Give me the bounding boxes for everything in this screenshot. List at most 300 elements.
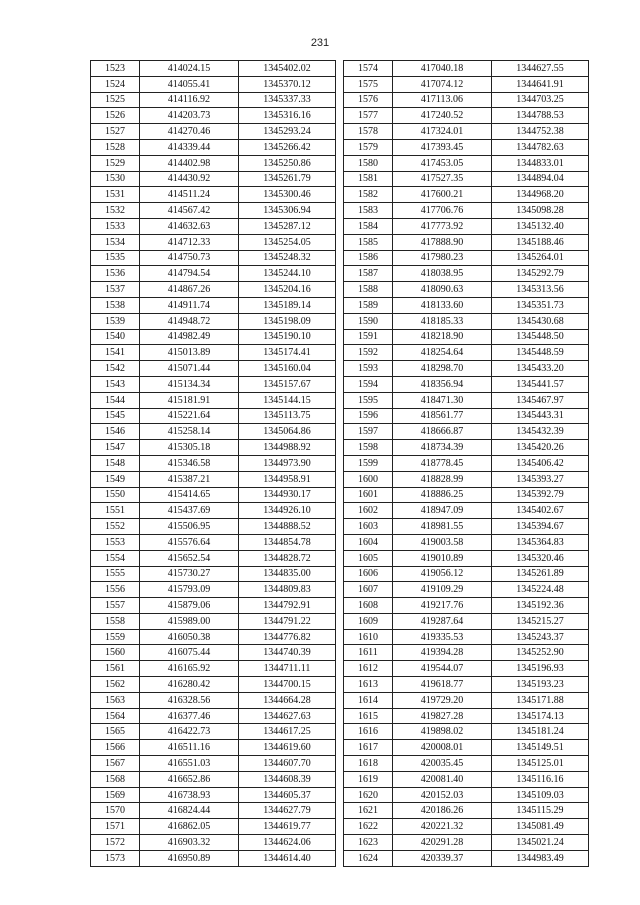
y-coordinate-cell: 1345264.01 [492,250,589,266]
point-number-cell: 1601 [344,487,393,503]
y-coordinate-cell: 1345394.67 [492,519,589,535]
point-number-cell: 1559 [91,629,140,645]
y-coordinate-cell: 1345160.04 [239,361,336,377]
table-row [344,613,589,629]
table-row [344,503,589,519]
y-coordinate-cell: 1345189.14 [239,297,336,313]
y-coordinate-cell: 1345109.03 [492,787,589,803]
table-row [91,471,336,487]
table-row [344,266,589,282]
table-row [91,203,336,219]
y-coordinate-cell: 1344641.91 [492,76,589,92]
x-coordinate-cell: 414024.15 [140,61,239,77]
point-number-cell: 1586 [344,250,393,266]
x-coordinate-cell: 418828.99 [393,471,492,487]
table-row [91,756,336,772]
y-coordinate-cell: 1344619.77 [239,819,336,835]
y-coordinate-cell: 1345337.33 [239,92,336,108]
point-number-cell: 1612 [344,661,393,677]
point-number-cell: 1536 [91,266,140,282]
table-row [91,803,336,819]
table-row [344,155,589,171]
y-coordinate-cell: 1345132.40 [492,218,589,234]
table-row [344,771,589,787]
table-row [91,677,336,693]
point-number-cell: 1604 [344,534,393,550]
point-number-cell: 1548 [91,455,140,471]
y-coordinate-cell: 1344614.40 [239,850,336,866]
table-row [344,455,589,471]
y-coordinate-cell: 1345402.67 [492,503,589,519]
x-coordinate-cell: 415437.69 [140,503,239,519]
point-number-cell: 1526 [91,108,140,124]
x-coordinate-cell: 415506.95 [140,519,239,535]
x-coordinate-cell: 415013.89 [140,345,239,361]
point-number-cell: 1561 [91,661,140,677]
y-coordinate-cell: 1345250.86 [239,155,336,171]
point-number-cell: 1594 [344,376,393,392]
y-coordinate-cell: 1345448.59 [492,345,589,361]
table-row [344,629,589,645]
point-number-cell: 1544 [91,392,140,408]
y-coordinate-cell: 1345192.36 [492,598,589,614]
y-coordinate-cell: 1344664.28 [239,692,336,708]
point-number-cell: 1540 [91,329,140,345]
table-row [91,850,336,866]
point-number-cell: 1527 [91,124,140,140]
x-coordinate-cell: 419109.29 [393,582,492,598]
x-coordinate-cell: 420081.40 [393,771,492,787]
x-coordinate-cell: 415387.21 [140,471,239,487]
table-row [344,392,589,408]
point-number-cell: 1532 [91,203,140,219]
y-coordinate-cell: 1345174.13 [492,708,589,724]
point-number-cell: 1590 [344,313,393,329]
y-coordinate-cell: 1344791.22 [239,613,336,629]
x-coordinate-cell: 415134.34 [140,376,239,392]
x-coordinate-cell: 417600.21 [393,187,492,203]
table-row [91,771,336,787]
y-coordinate-cell: 1345392.79 [492,487,589,503]
point-number-cell: 1535 [91,250,140,266]
point-number-cell: 1607 [344,582,393,598]
point-number-cell: 1550 [91,487,140,503]
table-row [344,471,589,487]
table-row [344,218,589,234]
x-coordinate-cell: 415730.27 [140,566,239,582]
table-row [91,76,336,92]
table-row [91,819,336,835]
x-coordinate-cell: 414270.46 [140,124,239,140]
y-coordinate-cell: 1345081.49 [492,819,589,835]
point-number-cell: 1619 [344,771,393,787]
x-coordinate-cell: 417393.45 [393,139,492,155]
x-coordinate-cell: 420339.37 [393,850,492,866]
point-number-cell: 1609 [344,613,393,629]
point-number-cell: 1577 [344,108,393,124]
table-row [91,234,336,250]
table-row [91,124,336,140]
x-coordinate-cell: 417980.23 [393,250,492,266]
y-coordinate-cell: 1344792.91 [239,598,336,614]
table-row [344,361,589,377]
table-row [344,424,589,440]
table-row [91,345,336,361]
table-row [91,487,336,503]
table-row [91,313,336,329]
table-row [91,455,336,471]
x-coordinate-cell: 415346.58 [140,455,239,471]
point-number-cell: 1596 [344,408,393,424]
table-row [91,187,336,203]
table-row [344,724,589,740]
point-number-cell: 1529 [91,155,140,171]
x-coordinate-cell: 415071.44 [140,361,239,377]
point-number-cell: 1581 [344,171,393,187]
point-number-cell: 1552 [91,519,140,535]
y-coordinate-cell: 1345261.89 [492,566,589,582]
x-coordinate-cell: 419287.64 [393,613,492,629]
table-row [344,645,589,661]
y-coordinate-cell: 1344617.25 [239,724,336,740]
y-coordinate-cell: 1344627.63 [239,708,336,724]
y-coordinate-cell: 1344776.82 [239,629,336,645]
y-coordinate-cell: 1345116.16 [492,771,589,787]
y-coordinate-cell: 1345098.28 [492,203,589,219]
point-number-cell: 1574 [344,61,393,77]
table-row [91,724,336,740]
x-coordinate-cell: 418185.33 [393,313,492,329]
y-coordinate-cell: 1344711.11 [239,661,336,677]
point-number-cell: 1523 [91,61,140,77]
y-coordinate-cell: 1345157.67 [239,376,336,392]
y-coordinate-cell: 1345293.24 [239,124,336,140]
y-coordinate-cell: 1345467.97 [492,392,589,408]
y-coordinate-cell: 1344835.00 [239,566,336,582]
table-row [344,250,589,266]
x-coordinate-cell: 418218.90 [393,329,492,345]
x-coordinate-cell: 414794.54 [140,266,239,282]
y-coordinate-cell: 1344608.39 [239,771,336,787]
coordinates-table-left [90,60,336,867]
y-coordinate-cell: 1345064.86 [239,424,336,440]
x-coordinate-cell: 417040.18 [393,61,492,77]
point-number-cell: 1608 [344,598,393,614]
y-coordinate-cell: 1345190.10 [239,329,336,345]
y-coordinate-cell: 1345196.93 [492,661,589,677]
table-row [91,787,336,803]
table-row [344,803,589,819]
y-coordinate-cell: 1345174.41 [239,345,336,361]
x-coordinate-cell: 415652.54 [140,550,239,566]
point-number-cell: 1524 [91,76,140,92]
point-number-cell: 1570 [91,803,140,819]
table-row [344,408,589,424]
table-row [344,108,589,124]
x-coordinate-cell: 416862.05 [140,819,239,835]
point-number-cell: 1613 [344,677,393,693]
table-row [344,550,589,566]
y-coordinate-cell: 1344624.06 [239,835,336,851]
table-row [344,329,589,345]
point-number-cell: 1538 [91,297,140,313]
y-coordinate-cell: 1344930.17 [239,487,336,503]
table-row [344,740,589,756]
point-number-cell: 1587 [344,266,393,282]
x-coordinate-cell: 416050.38 [140,629,239,645]
y-coordinate-cell: 1345370.12 [239,76,336,92]
table-row [91,361,336,377]
x-coordinate-cell: 415414.65 [140,487,239,503]
point-number-cell: 1568 [91,771,140,787]
x-coordinate-cell: 416903.32 [140,835,239,851]
x-coordinate-cell: 418090.63 [393,282,492,298]
table-row [344,598,589,614]
x-coordinate-cell: 417074.12 [393,76,492,92]
table-row [344,345,589,361]
table-row [91,534,336,550]
point-number-cell: 1576 [344,92,393,108]
table-row [91,835,336,851]
y-coordinate-cell: 1345171.88 [492,692,589,708]
x-coordinate-cell: 414948.72 [140,313,239,329]
x-coordinate-cell: 414203.73 [140,108,239,124]
point-number-cell: 1564 [91,708,140,724]
x-coordinate-cell: 415258.14 [140,424,239,440]
point-number-cell: 1579 [344,139,393,155]
coordinates-table-right [343,60,589,867]
y-coordinate-cell: 1344740.39 [239,645,336,661]
table-row [91,440,336,456]
point-number-cell: 1549 [91,471,140,487]
point-number-cell: 1541 [91,345,140,361]
point-number-cell: 1595 [344,392,393,408]
table-row [344,440,589,456]
point-number-cell: 1620 [344,787,393,803]
y-coordinate-cell: 1344700.15 [239,677,336,693]
point-number-cell: 1610 [344,629,393,645]
point-number-cell: 1547 [91,440,140,456]
table-row [91,139,336,155]
x-coordinate-cell: 420221.32 [393,819,492,835]
x-coordinate-cell: 420186.26 [393,803,492,819]
x-coordinate-cell: 417527.35 [393,171,492,187]
point-number-cell: 1565 [91,724,140,740]
x-coordinate-cell: 416652.86 [140,771,239,787]
x-coordinate-cell: 414982.49 [140,329,239,345]
x-coordinate-cell: 414339.44 [140,139,239,155]
point-number-cell: 1567 [91,756,140,772]
point-number-cell: 1593 [344,361,393,377]
x-coordinate-cell: 418298.70 [393,361,492,377]
point-number-cell: 1578 [344,124,393,140]
table-row [91,613,336,629]
y-coordinate-cell: 1345364.83 [492,534,589,550]
x-coordinate-cell: 415221.64 [140,408,239,424]
y-coordinate-cell: 1345441.57 [492,376,589,392]
table-row [344,171,589,187]
point-number-cell: 1606 [344,566,393,582]
x-coordinate-cell: 417240.52 [393,108,492,124]
x-coordinate-cell: 419618.77 [393,677,492,693]
y-coordinate-cell: 1344809.83 [239,582,336,598]
y-coordinate-cell: 1345125.01 [492,756,589,772]
y-coordinate-cell: 1344973.90 [239,455,336,471]
table-row [91,266,336,282]
table-row [344,692,589,708]
y-coordinate-cell: 1344983.49 [492,850,589,866]
table-row [344,850,589,866]
point-number-cell: 1551 [91,503,140,519]
y-coordinate-cell: 1345306.94 [239,203,336,219]
table-row [344,708,589,724]
point-number-cell: 1566 [91,740,140,756]
table-row [344,234,589,250]
point-number-cell: 1560 [91,645,140,661]
table-row [344,756,589,772]
x-coordinate-cell: 416738.93 [140,787,239,803]
x-coordinate-cell: 414567.42 [140,203,239,219]
y-coordinate-cell: 1345193.23 [492,677,589,693]
x-coordinate-cell: 415305.18 [140,440,239,456]
x-coordinate-cell: 420291.28 [393,835,492,851]
point-number-cell: 1622 [344,819,393,835]
y-coordinate-cell: 1345432.39 [492,424,589,440]
y-coordinate-cell: 1345224.48 [492,582,589,598]
y-coordinate-cell: 1345292.79 [492,266,589,282]
y-coordinate-cell: 1344752.38 [492,124,589,140]
y-coordinate-cell: 1345266.42 [239,139,336,155]
x-coordinate-cell: 420008.01 [393,740,492,756]
y-coordinate-cell: 1345113.75 [239,408,336,424]
x-coordinate-cell: 419217.76 [393,598,492,614]
x-coordinate-cell: 418734.39 [393,440,492,456]
table-row [344,487,589,503]
y-coordinate-cell: 1345300.46 [239,187,336,203]
x-coordinate-cell: 418947.09 [393,503,492,519]
table-row [91,629,336,645]
table-row [344,376,589,392]
y-coordinate-cell: 1345198.09 [239,313,336,329]
table-row [91,550,336,566]
table-row [91,519,336,535]
point-number-cell: 1531 [91,187,140,203]
point-number-cell: 1569 [91,787,140,803]
point-number-cell: 1530 [91,171,140,187]
point-number-cell: 1539 [91,313,140,329]
point-number-cell: 1598 [344,440,393,456]
y-coordinate-cell: 1344854.78 [239,534,336,550]
table-row [91,582,336,598]
point-number-cell: 1528 [91,139,140,155]
y-coordinate-cell: 1345144.15 [239,392,336,408]
point-number-cell: 1614 [344,692,393,708]
point-number-cell: 1624 [344,850,393,866]
point-number-cell: 1534 [91,234,140,250]
y-coordinate-cell: 1345443.31 [492,408,589,424]
point-number-cell: 1580 [344,155,393,171]
y-coordinate-cell: 1345287.12 [239,218,336,234]
y-coordinate-cell: 1345393.27 [492,471,589,487]
table-row [91,297,336,313]
table-row [91,108,336,124]
x-coordinate-cell: 419010.89 [393,550,492,566]
table-row [344,534,589,550]
point-number-cell: 1537 [91,282,140,298]
point-number-cell: 1582 [344,187,393,203]
point-number-cell: 1605 [344,550,393,566]
x-coordinate-cell: 417453.05 [393,155,492,171]
y-coordinate-cell: 1344968.20 [492,187,589,203]
point-number-cell: 1575 [344,76,393,92]
page-number: 231 [310,37,330,49]
y-coordinate-cell: 1345316.16 [239,108,336,124]
point-number-cell: 1589 [344,297,393,313]
point-number-cell: 1525 [91,92,140,108]
point-number-cell: 1542 [91,361,140,377]
table-row [91,598,336,614]
point-number-cell: 1563 [91,692,140,708]
table-row [344,835,589,851]
point-number-cell: 1618 [344,756,393,772]
x-coordinate-cell: 415879.06 [140,598,239,614]
y-coordinate-cell: 1344988.92 [239,440,336,456]
point-number-cell: 1553 [91,534,140,550]
x-coordinate-cell: 417706.76 [393,203,492,219]
x-coordinate-cell: 416075.44 [140,645,239,661]
y-coordinate-cell: 1345351.73 [492,297,589,313]
x-coordinate-cell: 419335.53 [393,629,492,645]
table-row [344,282,589,298]
y-coordinate-cell: 1344627.55 [492,61,589,77]
x-coordinate-cell: 416422.73 [140,724,239,740]
point-number-cell: 1557 [91,598,140,614]
table-row [344,313,589,329]
point-number-cell: 1554 [91,550,140,566]
point-number-cell: 1592 [344,345,393,361]
y-coordinate-cell: 1345252.90 [492,645,589,661]
table-row [91,692,336,708]
point-number-cell: 1599 [344,455,393,471]
point-number-cell: 1621 [344,803,393,819]
point-number-cell: 1555 [91,566,140,582]
table-row [91,92,336,108]
point-number-cell: 1615 [344,708,393,724]
y-coordinate-cell: 1345406.42 [492,455,589,471]
table-row [91,218,336,234]
point-number-cell: 1617 [344,740,393,756]
x-coordinate-cell: 415793.09 [140,582,239,598]
y-coordinate-cell: 1345254.05 [239,234,336,250]
x-coordinate-cell: 414511.24 [140,187,239,203]
y-coordinate-cell: 1344888.52 [239,519,336,535]
point-number-cell: 1583 [344,203,393,219]
point-number-cell: 1591 [344,329,393,345]
table-row [91,171,336,187]
point-number-cell: 1603 [344,519,393,535]
y-coordinate-cell: 1345313.56 [492,282,589,298]
point-number-cell: 1572 [91,835,140,851]
table-row [91,376,336,392]
y-coordinate-cell: 1344926.10 [239,503,336,519]
x-coordinate-cell: 418561.77 [393,408,492,424]
x-coordinate-cell: 416950.89 [140,850,239,866]
y-coordinate-cell: 1345204.16 [239,282,336,298]
x-coordinate-cell: 417113.06 [393,92,492,108]
x-coordinate-cell: 414712.33 [140,234,239,250]
x-coordinate-cell: 418778.45 [393,455,492,471]
table-row [91,250,336,266]
